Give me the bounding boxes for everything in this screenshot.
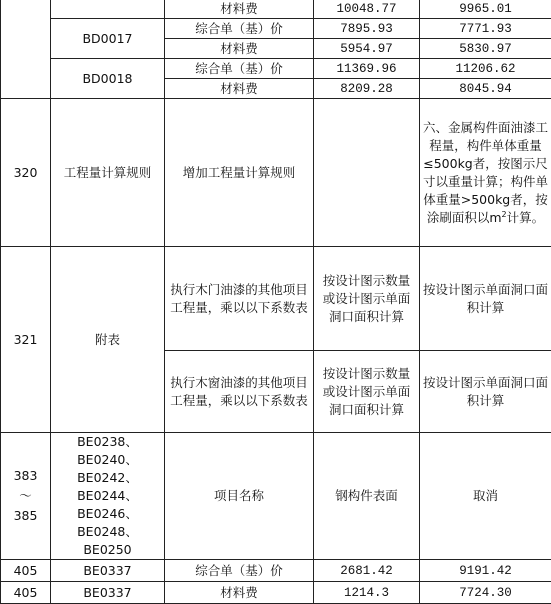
- code-line: BE0238、BE0240、: [54, 433, 161, 469]
- row-number-end: 385: [4, 506, 47, 526]
- table-row-405a: [1, 560, 551, 582]
- item-cell: 综合单（基）价: [165, 19, 314, 39]
- item-cell: 材料费: [165, 39, 314, 59]
- original-value-cell: 1214.3: [314, 582, 420, 604]
- blank-code-cell: [51, 0, 165, 19]
- original-text-cell: 按设计图示数量或设计图示单面洞口面积计算: [314, 247, 420, 351]
- code-cell: BE0337: [51, 560, 165, 582]
- revised-value-cell: 5830.97: [420, 39, 551, 59]
- revised-value-cell: 9191.42: [420, 560, 551, 582]
- item-cell: 执行木窗油漆的其他项目工程量，乘以以下系数表: [165, 351, 314, 433]
- code-list-cell: [51, 433, 165, 560]
- code-cell-bd0018: BD0018: [51, 59, 165, 99]
- original-value-cell: 7895.93: [314, 19, 420, 39]
- revised-text-cell: [420, 99, 551, 247]
- section-cell: 工程量计算规则: [51, 99, 165, 247]
- revised-value-cell: 11206.62: [420, 59, 551, 79]
- item-cell: 增加工程量计算规则: [165, 99, 314, 247]
- original-value-cell: 5954.97: [314, 39, 420, 59]
- table-row: [1, 59, 551, 79]
- blank-number-cell: [1, 0, 51, 99]
- code-line: BE0242、BE0244、: [54, 469, 161, 505]
- original-value-cell: 10048.77: [314, 0, 420, 19]
- revised-value-cell: 9965.01: [420, 0, 551, 19]
- revised-text-cell: 按设计图示单面洞口面积计算: [420, 247, 551, 351]
- original-text-cell: 钢构件表面: [314, 433, 420, 560]
- original-value-cell: [314, 99, 420, 247]
- original-text-cell: 按设计图示数量或设计图示单面洞口面积计算: [314, 351, 420, 433]
- revised-value-cell: 8045.94: [420, 79, 551, 99]
- row-number: 320: [1, 99, 51, 247]
- original-value-cell: 2681.42: [314, 560, 420, 582]
- code-cell: BE0337: [51, 582, 165, 604]
- code-line: BE0250: [54, 541, 161, 559]
- table-row-320: [1, 99, 551, 247]
- revised-value-cell: 7724.30: [420, 582, 551, 604]
- item-cell: 执行木门油漆的其他项目工程量，乘以以下系数表: [165, 247, 314, 351]
- table-row-383: [1, 433, 551, 560]
- table-row-321a: [1, 247, 551, 351]
- item-cell: 材料费: [165, 0, 314, 19]
- revised-text-cell: 按设计图示单面洞口面积计算: [420, 351, 551, 433]
- table-row: [1, 0, 551, 19]
- row-number: 321: [1, 247, 51, 433]
- table-row: [1, 19, 551, 39]
- item-cell: 综合单（基）价: [165, 59, 314, 79]
- original-value-cell: 8209.28: [314, 79, 420, 99]
- revised-value-cell: 7771.93: [420, 19, 551, 39]
- row-number-start: 383: [4, 466, 47, 486]
- code-cell-bd0017: BD0017: [51, 19, 165, 59]
- item-cell: 材料费: [165, 79, 314, 99]
- code-line: BE0246、BE0248、: [54, 505, 161, 541]
- row-number: 405: [1, 582, 51, 604]
- item-cell: 综合单（基）价: [165, 560, 314, 582]
- row-number: 405: [1, 560, 51, 582]
- item-cell: 材料费: [165, 582, 314, 604]
- item-cell: 项目名称: [165, 433, 314, 560]
- revised-text: 六、金属构件面油漆工程量，构件单体重量≤500kg者，按图示尺寸以重量计算；构件单体重量>500kg者，按涂刷面积以m: [423, 120, 548, 225]
- section-cell: 附表: [51, 247, 165, 433]
- table-row-405b: [1, 582, 551, 604]
- original-value-cell: 11369.96: [314, 59, 420, 79]
- row-number: [1, 433, 51, 560]
- superscript: 2: [502, 209, 507, 218]
- revised-text-end: 计算。: [507, 210, 545, 225]
- revised-text-cell: 取消: [420, 433, 551, 560]
- row-number-range-mark: ～: [4, 486, 47, 506]
